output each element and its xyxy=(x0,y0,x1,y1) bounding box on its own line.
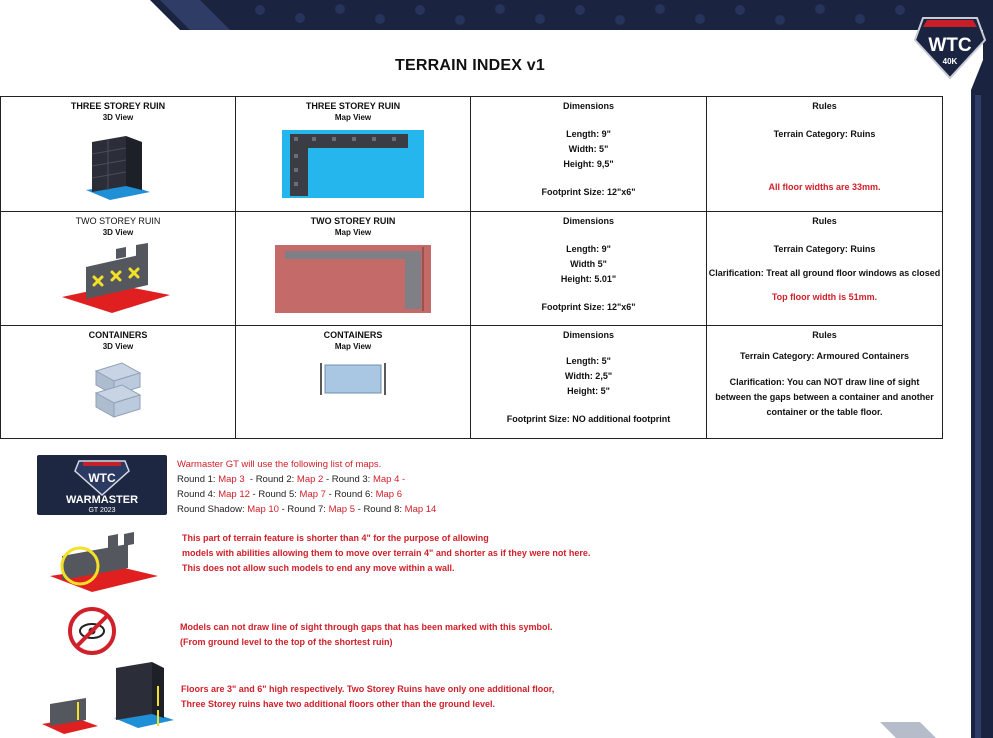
note-line: This does not allow such models to end any move within a wall. xyxy=(182,563,455,573)
warmaster-logo-year: GT 2023 xyxy=(88,507,116,514)
header-band xyxy=(0,0,993,30)
round-map: Map 6 xyxy=(375,489,403,500)
footprint-size: Footprint Size: 12"x6" xyxy=(541,187,636,197)
round-label: - Round 7: xyxy=(281,504,326,515)
floor-width-rule: Top floor width is 51mm. xyxy=(771,292,878,302)
dimension-height: Height: 5" xyxy=(567,386,610,396)
round-map: Map 3 xyxy=(218,474,245,485)
rules-header: Rules xyxy=(812,101,837,111)
dimension-length: Length: 5" xyxy=(566,356,611,366)
dimensions-header: Dimensions xyxy=(562,330,614,340)
round-label: - Round 8: xyxy=(357,504,403,515)
round-map: Map 4 - xyxy=(372,474,406,485)
dimension-width: Width 5" xyxy=(570,259,607,269)
no-line-of-sight-icon xyxy=(66,605,118,657)
short-wall-image xyxy=(46,532,164,596)
cell-dimensions xyxy=(471,212,707,326)
terrain-category: Terrain Category: Ruins xyxy=(773,129,876,139)
round-map: Map 7 xyxy=(299,489,326,500)
note-line: models with abilities allowing them to move over terrain 4" and shorter as if they were not here. xyxy=(182,548,591,558)
round-map: Map 2 xyxy=(296,474,324,485)
round-label: Round 4: xyxy=(177,489,216,500)
round-map: Map 10 xyxy=(247,504,279,515)
view-label: 3D View xyxy=(102,113,134,122)
dimension-height: Height: 5.01" xyxy=(560,274,617,284)
three-storey-3d-image xyxy=(78,128,158,208)
table-row xyxy=(1,97,943,212)
corner-decoration xyxy=(880,722,993,738)
cell-3d-view xyxy=(1,97,236,212)
terrain-name: TWO STOREY RUIN xyxy=(310,216,396,226)
warmaster-logo-art xyxy=(37,455,167,515)
clarification: Clarification: You can NOT draw line of sight between the gaps between a container and another container or the table floor. xyxy=(715,377,934,417)
rules-header: Rules xyxy=(812,216,837,226)
logo-sub: 40K xyxy=(942,57,958,66)
table-row xyxy=(1,326,943,439)
terrain-name: THREE STOREY RUIN xyxy=(70,101,166,111)
floors-image xyxy=(40,660,176,738)
warmaster-logo xyxy=(37,455,167,515)
table-row xyxy=(1,212,943,326)
cell-dimensions xyxy=(471,97,707,212)
page-title: TERRAIN INDEX v1 xyxy=(395,57,545,74)
floor-width-rule: All floor widths are 33mm. xyxy=(768,182,881,192)
line-of-sight-note xyxy=(180,620,553,650)
dimension-width: Width: 5" xyxy=(568,144,609,154)
dimension-length: Length: 9" xyxy=(566,244,611,254)
footprint-size: Footprint Size: NO additional footprint xyxy=(506,414,671,424)
terrain-category: Terrain Category: Armoured Containers xyxy=(739,351,910,361)
short-wall-note xyxy=(182,531,590,576)
cell-map-view xyxy=(236,97,471,212)
cell-map-view xyxy=(236,212,471,326)
two-storey-3d-image xyxy=(58,243,178,319)
round-map: Map 12 xyxy=(218,489,250,500)
dimensions-header: Dimensions xyxy=(562,101,614,111)
note-line: (From ground level to the top of the shortest ruin) xyxy=(180,637,393,647)
round-map: Map 5 xyxy=(328,504,355,515)
terrain-category: Terrain Category: Ruins xyxy=(773,244,876,254)
containers-map-image xyxy=(317,357,389,401)
view-label: Map View xyxy=(334,113,372,122)
two-storey-map-image xyxy=(275,243,431,315)
view-label: 3D View xyxy=(102,342,134,351)
terrain-name: TWO STOREY RUIN xyxy=(75,216,161,226)
round-label: - Round 5: xyxy=(252,489,297,500)
round-label: - Round 2: xyxy=(249,474,295,485)
warmaster-logo-main: WTC xyxy=(88,471,116,485)
containers-3d-image xyxy=(88,357,148,423)
side-band xyxy=(961,0,993,738)
cell-3d-view xyxy=(1,326,236,439)
note-line: Floors are 3" and 6" high respectively. Two Storey Ruins have only one additional floor, xyxy=(181,684,555,694)
rules-header: Rules xyxy=(812,330,837,340)
note-line: Models can not draw line of sight through gaps that has been marked with this symbol. xyxy=(180,622,553,632)
map-list-intro: Warmaster GT will use the following list of maps. xyxy=(177,459,382,470)
cell-rules xyxy=(707,326,943,439)
round-label: - Round 3: xyxy=(325,474,371,485)
dimension-width: Width: 2,5" xyxy=(564,371,613,381)
note-line: This part of terrain feature is shorter than 4" for the purpose of allowing xyxy=(182,533,489,543)
cell-rules xyxy=(707,212,943,326)
terrain-name: CONTAINERS xyxy=(88,330,148,340)
terrain-name: CONTAINERS xyxy=(323,330,383,340)
round-label: Round Shadow: xyxy=(177,504,245,515)
map-list xyxy=(177,457,436,517)
view-label: Map View xyxy=(334,342,372,351)
clarification: Clarification: Treat all ground floor windows as closed xyxy=(708,268,941,278)
round-map: Map 14 xyxy=(404,504,437,515)
cell-rules xyxy=(707,97,943,212)
cell-map-view xyxy=(236,326,471,439)
floors-note xyxy=(181,682,554,712)
view-label: Map View xyxy=(334,228,372,237)
footprint-size: Footprint Size: 12"x6" xyxy=(541,302,636,312)
cell-dimensions xyxy=(471,326,707,439)
dimension-height: Height: 9,5" xyxy=(563,159,614,169)
terrain-name: THREE STOREY RUIN xyxy=(305,101,401,111)
note-line: Three Storey ruins have two additional floors other than the ground level. xyxy=(181,699,496,709)
round-label: - Round 6: xyxy=(328,489,373,500)
cell-3d-view xyxy=(1,212,236,326)
three-storey-map-image xyxy=(282,128,424,200)
view-label: 3D View xyxy=(102,228,134,237)
terrain-table xyxy=(0,96,943,439)
round-label: Round 1: xyxy=(177,474,216,485)
dimensions-header: Dimensions xyxy=(562,216,614,226)
logo-main: WTC xyxy=(928,35,972,56)
warmaster-logo-title: WARMASTER xyxy=(65,494,139,506)
dimension-length: Length: 9" xyxy=(566,129,611,139)
